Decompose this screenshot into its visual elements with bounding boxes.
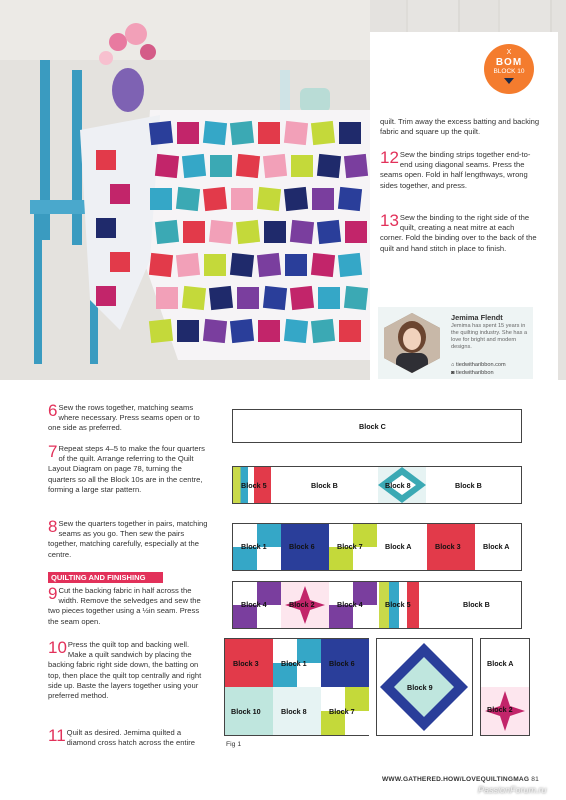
quilt-square [344, 154, 368, 178]
quilt-square [345, 221, 367, 243]
quilt-square [230, 253, 254, 277]
step-text: Repeat steps 4–5 to make the four quarters of the quilt. Arrange referring to the Quilt Layout Diagram on page 78, turning the quarters so all the Block 10s are in the centre, forming a large star pattern. [48, 444, 205, 494]
block-label: Block 5 [241, 481, 267, 490]
watermark: PassionForum.ru [478, 785, 547, 795]
quilt-layout-diagram [224, 388, 530, 740]
block-label: Block 4 [241, 600, 267, 609]
block-label: Block 10 [231, 707, 261, 716]
quilt-square [317, 220, 341, 244]
quilt-square [230, 319, 254, 343]
quilt-square [96, 150, 116, 170]
step-9 [48, 586, 208, 627]
diagram-row-3 [232, 523, 522, 571]
block-label: Block A [385, 542, 412, 551]
quilt-square [150, 188, 172, 210]
author-website[interactable] [451, 362, 506, 368]
quilt-square [257, 187, 281, 211]
step-number: 8 [48, 517, 58, 536]
step-text: Cut the backing fabric in half across the width. Remove the selvedges and sew the two pieces together using a ½in seam. Press the seam open. [48, 586, 201, 626]
quilt-square [110, 252, 130, 272]
diagram-block-9 [376, 638, 473, 736]
block-label: Block 6 [329, 659, 355, 668]
block-label: Block 5 [385, 600, 411, 609]
author-social[interactable] [451, 370, 494, 376]
author-social-text: tiedwitharibbon [455, 370, 494, 376]
block-label: Block 6 [289, 542, 315, 551]
bom-badge [484, 44, 534, 94]
block-label: Block 4 [337, 600, 363, 609]
block-label: Block B [311, 481, 338, 490]
quilt-square [284, 121, 308, 145]
step-11 [48, 728, 208, 748]
quilt-photo [0, 0, 370, 380]
block-label: Block B [463, 600, 490, 609]
quilt-photo-illustration [0, 0, 370, 380]
instagram-icon: ◙ [451, 370, 455, 376]
block-label: Block 3 [435, 542, 461, 551]
quilt-square [291, 155, 313, 177]
step-number: 9 [48, 584, 58, 603]
quilt-square [149, 253, 173, 277]
quilt-square [203, 121, 227, 145]
quilt-square [339, 320, 361, 342]
badge-subtitle: BLOCK 10 [493, 68, 525, 75]
diagram-row-2 [232, 466, 522, 504]
quilt-square [210, 155, 232, 177]
quilt-square [155, 154, 179, 178]
block-label: Block 9 [407, 683, 433, 692]
block-label: Block 3 [233, 659, 259, 668]
quilt-square [209, 220, 233, 244]
step-number: 11 [48, 726, 66, 745]
quilt-square [263, 154, 287, 178]
quilt-square [290, 286, 314, 310]
quilt-square [182, 154, 206, 178]
step-text: Sew the rows together, matching seams where necessary. Press seams open or to one side as preferred. [48, 403, 200, 433]
quilt-square [311, 319, 335, 343]
step-number: 13 [380, 211, 399, 230]
quilt-square [312, 188, 334, 210]
quilt-square [203, 319, 227, 343]
quilt-square [236, 154, 260, 178]
figure-caption: Fig 1 [226, 741, 242, 748]
badge-arrow-icon [504, 78, 514, 84]
quilt-square [149, 319, 173, 343]
quilt-square [156, 287, 178, 309]
step-number: 12 [380, 148, 399, 167]
block-label: Block 7 [329, 707, 355, 716]
author-portrait-icon [384, 313, 440, 373]
quilt-square [209, 286, 233, 310]
step-text: Press the quilt top and backing well. Make a quilt sandwich by placing the backing fabric right side down, the batting on top, then place the quilt top centrally and right side up. Baste the layers together using your preferred method. [48, 640, 202, 701]
quilt-square [290, 220, 314, 244]
quilt-square [231, 188, 253, 210]
quilt-square [257, 253, 281, 277]
quilt-square [177, 320, 199, 342]
quilt-square [182, 286, 206, 310]
quilt-square [155, 220, 179, 244]
page-footer [382, 776, 539, 783]
step-7 [48, 444, 208, 495]
quilt-square [203, 187, 227, 211]
step-text: Sew the binding strips together end-to-end using diagonal seams. Press the seams open. Fold in half lengthways, wrong sides together, and press. [380, 150, 531, 190]
quilt-square [284, 187, 308, 211]
quilt-square [338, 253, 362, 277]
block-label: Block 1 [241, 542, 267, 551]
quilt-square [263, 286, 287, 310]
block-label: Block 8 [281, 707, 307, 716]
badge-mark: X [506, 49, 512, 56]
badge-title: BOM [495, 57, 523, 68]
author-avatar [384, 313, 440, 373]
author-name: Jemima Flendt [451, 313, 503, 322]
page-number: 81 [531, 776, 539, 783]
block-label: Block 2 [289, 600, 315, 609]
footer-url[interactable]: WWW.GATHERED.HOW/LOVEQUILTINGMAG [382, 776, 530, 783]
step-10 [48, 640, 208, 701]
globe-icon: ⌂ [451, 362, 455, 368]
quilt-square [311, 121, 335, 145]
section-heading: QUILTING AND FINISHING [48, 572, 163, 583]
step-text: Quilt as desired. Jemima quilted a diamond cross hatch across the entire [66, 728, 195, 748]
block-label: Block A [487, 659, 514, 668]
quilt-square [176, 253, 200, 277]
diagram-row-4 [232, 581, 522, 629]
quilt-square [230, 121, 254, 145]
quilt-square [264, 221, 286, 243]
quilt-square [204, 254, 226, 276]
step-text: Sew the quarters together in pairs, matching seams as you go. Then sew the pairs together, matching carefully, especially at the centre. [48, 519, 208, 559]
quilt-square [258, 320, 280, 342]
block-label: Block C [359, 422, 386, 431]
step-number: 6 [48, 401, 58, 420]
diagram-row-5-left [224, 638, 369, 736]
block-label: Block A [483, 542, 510, 551]
author-website-text: tiedwitharibbon.com [455, 362, 506, 368]
step-12 [380, 150, 538, 191]
quilt-square [258, 122, 280, 144]
quilt-square [176, 187, 200, 211]
quilt-square [96, 218, 116, 238]
quilt-square [344, 286, 368, 310]
step-number: 7 [48, 442, 58, 461]
quilt-square [284, 319, 308, 343]
quilt-square [110, 184, 130, 204]
block-label: Block 1 [281, 659, 307, 668]
block-label: Block 2 [487, 705, 513, 714]
quilt-square [317, 154, 341, 178]
quilt-square [338, 187, 362, 211]
quilt-square [339, 122, 361, 144]
block-label: Block 8 [385, 481, 411, 490]
block-label: Block B [455, 481, 482, 490]
step-number: 10 [48, 638, 67, 657]
right-intro-text: quilt. Trim away the excess batting and backing fabric and square up the quilt. [380, 117, 540, 137]
diagram-block-a-2 [480, 638, 530, 736]
author-box [378, 307, 533, 379]
step-6 [48, 403, 208, 434]
step-text: Sew the binding to the right side of the quilt, creating a neat mitre at each corner. Fold the binding over to the back of the quilt and hand stitch in place to finish. [380, 213, 537, 253]
quilt-square [311, 253, 335, 277]
quilt-square [285, 254, 307, 276]
quilt-square [149, 121, 173, 145]
quilt-square [236, 220, 260, 244]
author-bio: Jemima has spent 15 years in the quilting industry. She has a love for bright and modern designs. [451, 323, 528, 350]
quilt-square [183, 221, 205, 243]
quilt-square [177, 122, 199, 144]
step-13 [380, 213, 538, 254]
step-8 [48, 519, 208, 560]
diagram-block-c [232, 409, 522, 443]
quilt-square [318, 287, 340, 309]
block-label: Block 7 [337, 542, 363, 551]
quilt-square [237, 287, 259, 309]
quilt-square [96, 286, 116, 306]
